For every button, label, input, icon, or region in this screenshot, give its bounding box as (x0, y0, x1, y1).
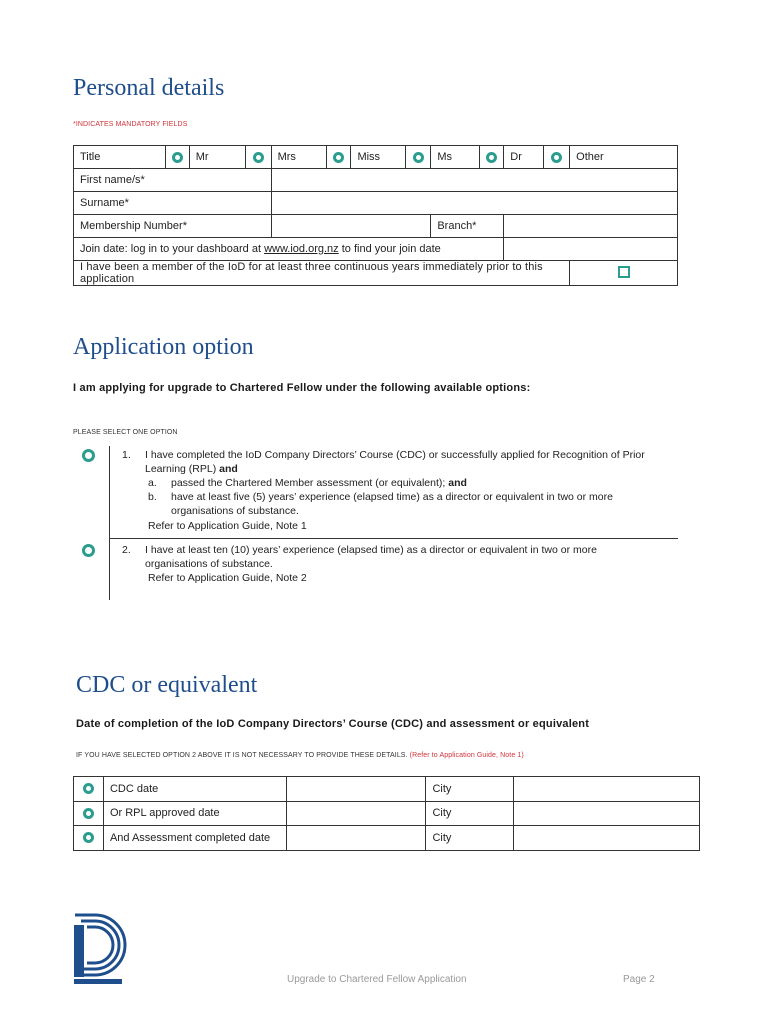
title-label: Title (74, 146, 166, 169)
option-1a-text: passed the Chartered Member assessment (or equivalent); and (171, 477, 467, 489)
options-divider-vertical (109, 446, 110, 600)
first-names-field[interactable] (271, 169, 677, 192)
title-mr-radio-icon[interactable] (172, 152, 183, 163)
join-date-label: Join date: log in to your dashboard at www.iod.org.nz to find your join date (74, 238, 504, 261)
rpl-row (74, 801, 700, 826)
first-names-label: First name/s* (74, 169, 272, 192)
assessment-date-radio-icon[interactable] (83, 832, 94, 843)
personal-details-heading: Personal details (73, 75, 225, 101)
membership-field[interactable] (271, 215, 431, 238)
title-mrs-label: Mrs (271, 146, 326, 169)
title-miss-radio-icon[interactable] (333, 152, 344, 163)
cdc-table (73, 776, 700, 851)
title-dr-radio-icon[interactable] (486, 152, 497, 163)
first-names-row (74, 169, 678, 192)
rpl-date-field[interactable] (286, 801, 426, 826)
branch-field[interactable] (504, 215, 678, 238)
member-statement-row (74, 261, 678, 286)
title-miss-label: Miss (351, 146, 406, 169)
option-1b-label: b. (148, 491, 157, 503)
rpl-city-label: City (426, 801, 514, 826)
member-statement-checkbox-icon[interactable] (618, 266, 630, 278)
cdc-city-label: City (426, 777, 514, 802)
join-date-field[interactable] (504, 238, 678, 261)
surname-field[interactable] (271, 192, 677, 215)
member-statement-label: I have been a member of the IoD for at least three continuous years immediately prior to this application (74, 261, 570, 286)
cdc-date-field[interactable] (286, 777, 426, 802)
option-1a-label: a. (148, 477, 157, 489)
iod-logo-icon (73, 913, 133, 985)
footer-document-title: Upgrade to Chartered Fellow Application (287, 974, 467, 985)
iod-website-link[interactable]: www.iod.org.nz (264, 243, 339, 255)
title-dr-label: Dr (504, 146, 544, 169)
rpl-date-radio-icon[interactable] (83, 808, 94, 819)
select-one-note: PLEASE SELECT ONE OPTION (73, 429, 178, 436)
assessment-row (74, 826, 700, 851)
title-other-radio-icon[interactable] (551, 152, 562, 163)
title-mr-label: Mr (189, 146, 245, 169)
option-2-number: 2. (122, 544, 131, 556)
title-row (74, 146, 678, 169)
application-intro: I am applying for upgrade to Chartered Fellow under the following available options: (73, 382, 531, 394)
title-ms-radio-icon[interactable] (413, 152, 424, 163)
surname-row (74, 192, 678, 215)
title-mrs-radio-icon[interactable] (253, 152, 264, 163)
cdc-heading: CDC or equivalent (76, 672, 258, 698)
option-1-number: 1. (122, 449, 131, 461)
cdc-row (74, 777, 700, 802)
assessment-city-label: City (426, 826, 514, 851)
cdc-note: IF YOU HAVE SELECTED OPTION 2 ABOVE IT IS NOT NECESSARY TO PROVIDE THESE DETAILS. (Refer to Application Guide, Note 1) (76, 752, 524, 759)
option-2-radio-icon[interactable] (82, 544, 95, 557)
title-other-label: Other (570, 146, 678, 169)
footer-page-number: Page 2 (623, 974, 655, 985)
assessment-date-label: And Assessment completed date (103, 826, 286, 851)
rpl-date-label: Or RPL approved date (103, 801, 286, 826)
option-2-text: I have at least ten (10) years’ experience (elapsed time) as a director or equivalent in two or more organisations of substance. (145, 544, 597, 570)
surname-label: Surname* (74, 192, 272, 215)
option-2-reference: Refer to Application Guide, Note 2 (148, 572, 307, 584)
join-date-row (74, 238, 678, 261)
branch-label: Branch* (431, 215, 504, 238)
title-ms-label: Ms (431, 146, 480, 169)
rpl-city-field[interactable] (514, 801, 700, 826)
cdc-city-field[interactable] (514, 777, 700, 802)
option-1-text: I have completed the IoD Company Directors’ Course (CDC) or successfully applied for Recognition of Prior Learning (RPL) and (145, 449, 645, 475)
option-1b-text: have at least five (5) years’ experience (elapsed time) as a director or equivalent in two or more organisations of substance. (171, 491, 613, 517)
assessment-city-field[interactable] (514, 826, 700, 851)
option-1-reference: Refer to Application Guide, Note 1 (148, 520, 307, 532)
cdc-date-label: CDC date (103, 777, 286, 802)
application-option-heading: Application option (73, 334, 254, 360)
mandatory-note: *INDICATES MANDATORY FIELDS (73, 121, 188, 128)
personal-details-table (73, 145, 678, 286)
assessment-date-field[interactable] (286, 826, 426, 851)
membership-row (74, 215, 678, 238)
options-divider-horizontal (109, 538, 678, 539)
option-1-radio-icon[interactable] (82, 449, 95, 462)
cdc-date-radio-icon[interactable] (83, 783, 94, 794)
cdc-intro: Date of completion of the IoD Company Directors’ Course (CDC) and assessment or equivalent (76, 718, 590, 730)
membership-label: Membership Number* (74, 215, 272, 238)
